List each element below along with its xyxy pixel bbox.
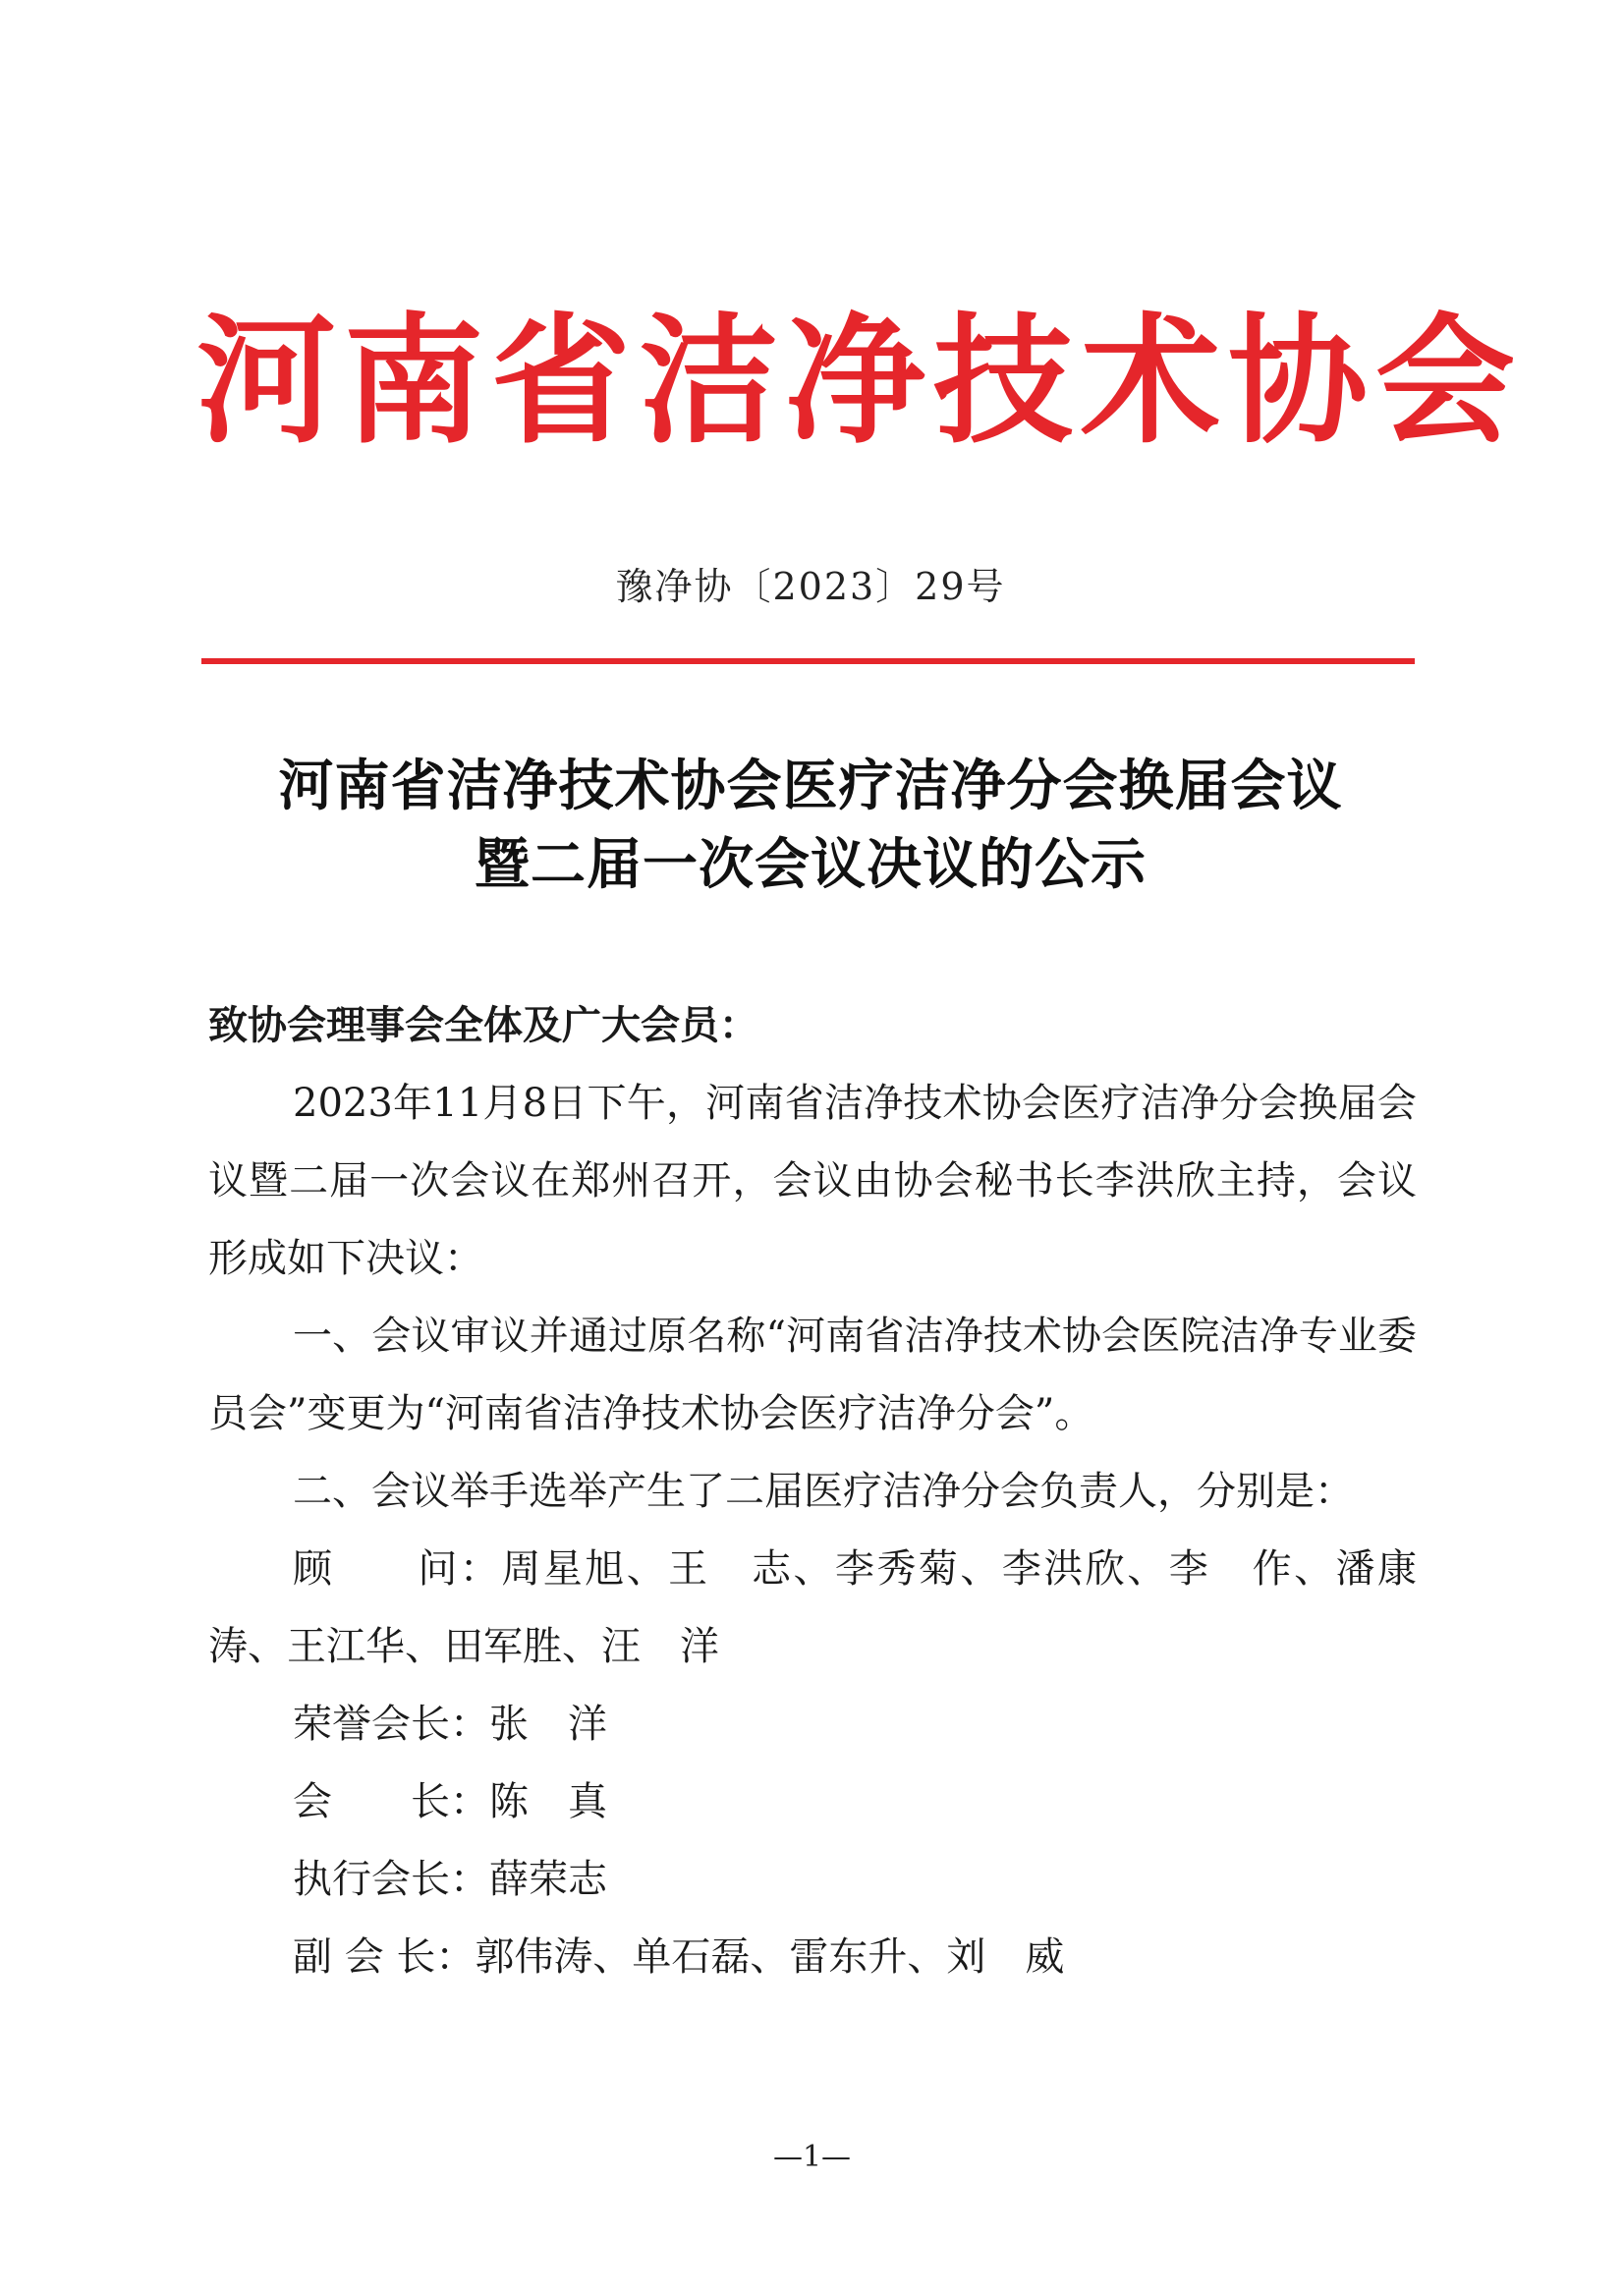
president-label: 会 长： [293, 1779, 489, 1824]
document-number: 豫净协〔2023〕29号 [615, 565, 1006, 608]
executive-president-label: 执行会长： [293, 1857, 489, 1902]
salutation: 致协会理事会全体及广大会员： [208, 1003, 758, 1048]
red-divider-line [201, 658, 1415, 664]
paragraph-resolution-2: 二、会议举手选举产生了二届医疗洁净分会负责人，分别是： [293, 1469, 1354, 1514]
advisors-names: 周星旭、王 志、李秀菊、李洪欣、李 作、潘康涛、王江华、田军胜、汪 洋 [208, 1546, 1418, 1669]
executive-president-line [208, 1841, 1417, 1919]
honorary-president-name: 张 洋 [489, 1702, 607, 1747]
honorary-president-label: 荣誉会长： [293, 1702, 489, 1747]
document-title-line-1: 河南省洁净技术协会医疗洁净分会换届会议 [278, 754, 1343, 818]
vice-presidents-names: 郭伟涛、单石磊、雷东升、刘 威 [475, 1934, 1065, 1980]
document-title-line-2: 暨二届一次会议决议的公示 [475, 832, 1147, 897]
honorary-president-line [208, 1686, 1417, 1763]
vice-presidents-label: 副 会 长： [293, 1934, 476, 1980]
president-name: 陈 真 [489, 1779, 607, 1824]
paragraph-meeting-info: 2023年11月8日下午，河南省洁净技术协会医疗洁净分会换届会议暨二届一次会议在郑州召开，会议由协会秘书长李洪欣主持，会议形成如下决议： [208, 1081, 1417, 1281]
advisors-label: 顾 问： [293, 1546, 502, 1592]
document-body [208, 987, 1417, 1996]
document-title [147, 747, 1474, 904]
organization-header: 河南省洁净技术协会 [196, 301, 1523, 463]
page-number: —1— [772, 2140, 852, 2174]
paragraph-resolution-1: 一、会议审议并通过原名称“河南省洁净技术协会医院洁净专业委员会”变更为“河南省洁净技术协会医疗洁净分会”。 [208, 1314, 1417, 1436]
vice-presidents-line [208, 1919, 1417, 1996]
executive-president-name: 薛荣志 [489, 1857, 607, 1902]
president-line [208, 1763, 1417, 1841]
advisors-line [208, 1531, 1417, 1686]
